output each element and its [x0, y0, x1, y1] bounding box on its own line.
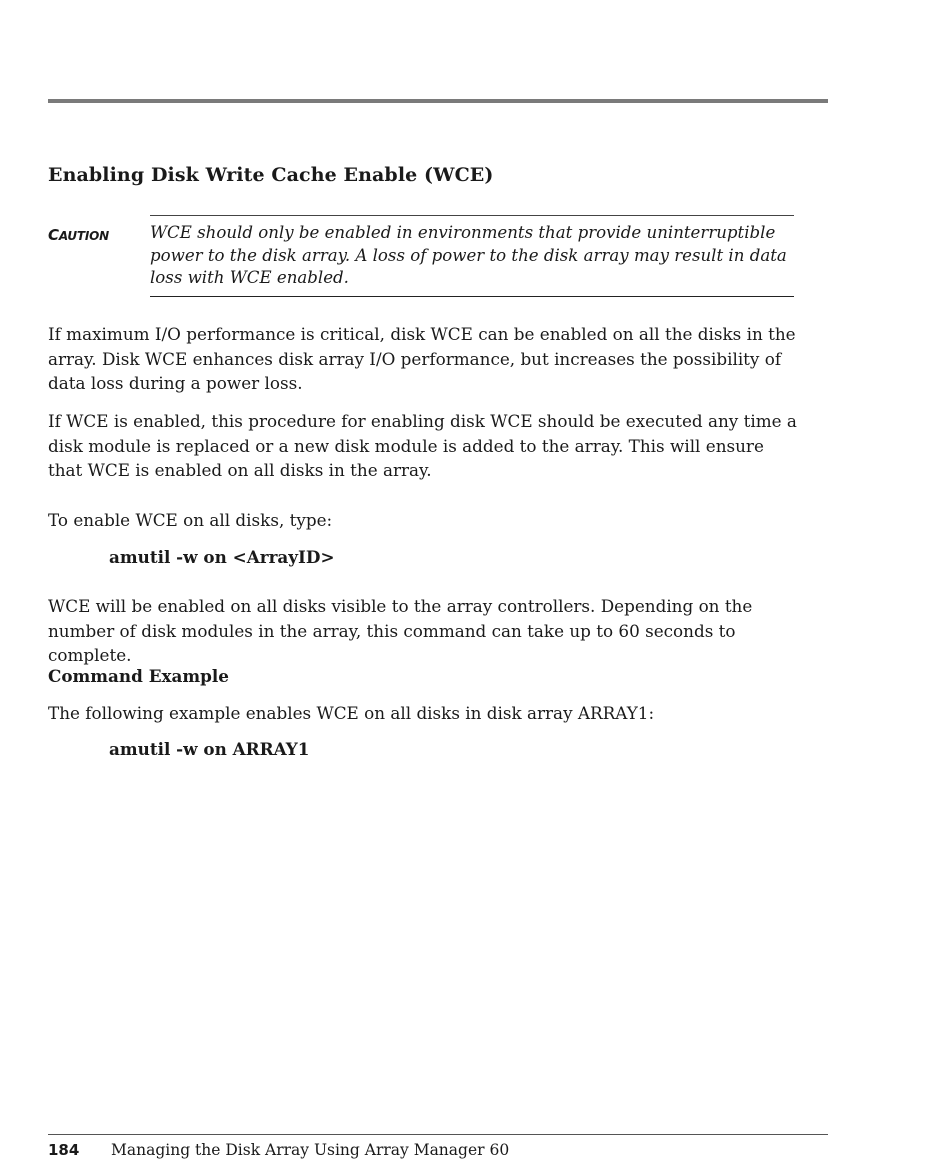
command-example-heading: Command Example [48, 666, 229, 686]
section-heading: Enabling Disk Write Cache Enable (WCE) [48, 164, 494, 186]
page-number: 184 [48, 1141, 80, 1159]
command-enable-wce: amutil -w on <ArrayID> [109, 547, 335, 567]
command-example: amutil -w on ARRAY1 [109, 739, 310, 759]
header-rule [48, 99, 828, 103]
paragraph-example: The following example enables WCE on all disks in disk array ARRAY1: [48, 703, 655, 723]
paragraph-performance: If maximum I/O performance is critical, disk WCE can be enabled on all the disks in the array. Disk WCE enhances disk array I/O performance, but increases the possibility of data loss during a power loss. [48, 324, 796, 393]
paragraph-procedure: If WCE is enabled, this procedure for enabling disk WCE should be executed any time a disk module is replaced or a new disk module is added to the array. This will ensure that WCE is enabled on all disks in the array. [48, 411, 797, 480]
paragraph-result: WCE will be enabled on all disks visible to the array controllers. Depending on the number of disk modules in the array, this command can take up to 60 seconds to complete. [48, 596, 753, 665]
caution-box [150, 215, 794, 297]
paragraph-enable-instruction: To enable WCE on all disks, type: [48, 510, 333, 530]
footer-rule [48, 1134, 828, 1135]
footer-title: Managing the Disk Array Using Array Manager 60 [111, 1141, 510, 1159]
caution-label-initial: C [48, 226, 59, 244]
caution-label-rest: AUTION [58, 229, 109, 243]
caution-text: WCE should only be enabled in environments that provide uninterruptible power to the disk array. A loss of power to the disk array may result in data loss with WCE enabled. [150, 223, 787, 287]
caution-label [48, 226, 109, 244]
